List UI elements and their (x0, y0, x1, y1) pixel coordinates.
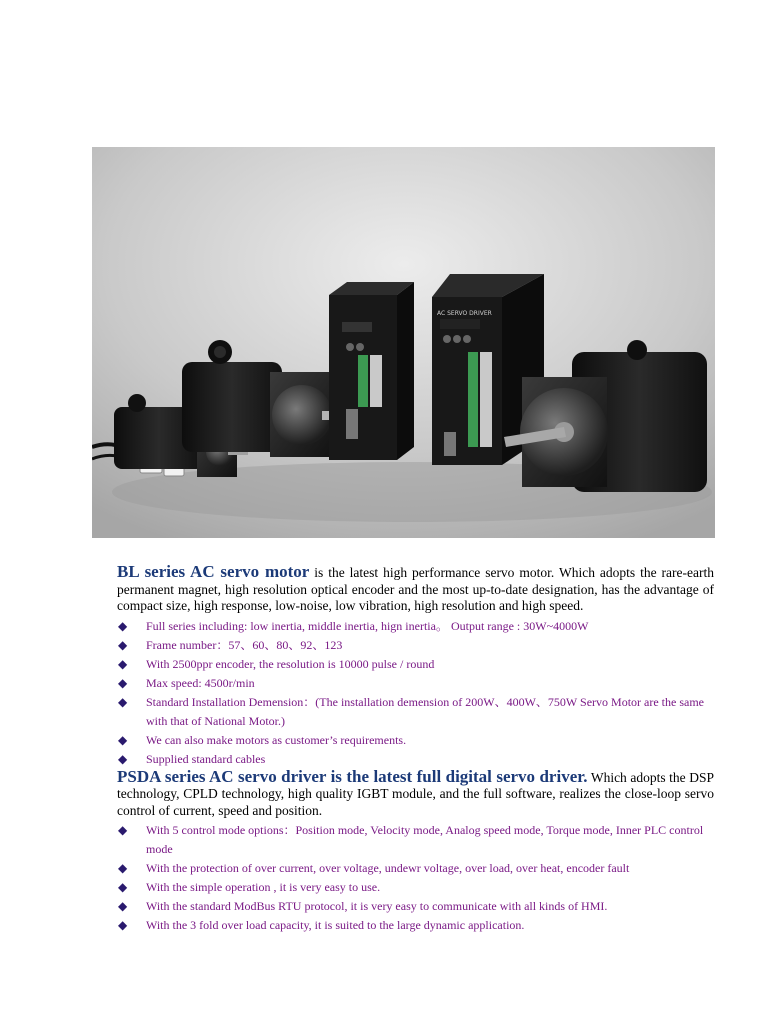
list-item: ◆ With the standard ModBus RTU protocol, it is very easy to communicate with all kinds of HMI. (117, 897, 714, 916)
diamond-bullet-icon: ◆ (118, 675, 128, 690)
diamond-bullet-icon: ◆ (118, 899, 128, 913)
list-item: ◆ Supplied standard cables (117, 750, 714, 769)
list-item: ◆ Standard Installation Demension：(The installation demension of 200W、400W、750W Servo Motor are the same with that of National Motor.) (118, 694, 704, 728)
servo-driver-1 (329, 282, 414, 460)
diamond-bullet-icon: ◆ (118, 861, 128, 875)
psda-intro-text: Which adopts the DSP technology, CPLD technology, high quality IGBT module, and the full software, realizes the close-loop servo control of current, speed and position. (117, 769, 715, 818)
list-item: ◆ With 5 control mode options：Position mode, Velocity mode, Analog speed mode, Torque mode, Inner PLC control mode (118, 823, 704, 856)
diamond-bullet-icon: ◆ (118, 694, 128, 709)
list-item: ◆ With the simple operation , it is very easy to use. (117, 878, 714, 897)
psda-series-title: PSDA series AC servo driver is the latest full digital servo driver. (117, 766, 588, 786)
diamond-bullet-icon: ◆ (118, 880, 128, 894)
diamond-bullet-icon: ◆ (118, 751, 128, 766)
bl-feature-list (117, 617, 714, 769)
bl-paragraph (117, 564, 714, 615)
list-item: ◆ Max speed: 4500r/min (117, 674, 714, 693)
list-item: ◆ With 2500ppr encoder, the resolution is 10000 pulse / round (117, 655, 714, 674)
list-item: ◆ With the 3 fold over load capacity, it is suited to the large dynamic application. (117, 916, 714, 935)
psda-feature-list (117, 821, 714, 935)
product-photo (92, 147, 715, 538)
psda-paragraph (117, 766, 715, 820)
list-item: ◆ Full series including: low inertia, middle inertia, hign inertia。 Output range : 30W~4000W (117, 617, 714, 636)
driver-label: AC SERVO DRIVER (437, 310, 492, 317)
bl-intro-text: is the latest high performance servo motor. Which adopts the rare-earth permanent magnet, high resolution optical encoder and the most up-to-date designation, has the advantage of compact size, high response, low-noise, low vibration, high resolution and high speed. (117, 565, 714, 613)
diamond-bullet-icon: ◆ (118, 732, 128, 747)
diamond-bullet-icon: ◆ (118, 823, 128, 837)
bl-series-title: BL series AC servo motor (117, 562, 310, 581)
diamond-bullet-icon: ◆ (118, 618, 128, 633)
diamond-bullet-icon: ◆ (118, 637, 128, 652)
diamond-bullet-icon: ◆ (118, 656, 128, 671)
list-item: ◆ Frame number：57、60、80、92、123 (117, 636, 714, 655)
list-item: ◆ We can also make motors as customer’s requirements. (117, 731, 714, 750)
servo-products-image (92, 147, 715, 538)
diamond-bullet-icon: ◆ (118, 918, 128, 932)
product-description (117, 564, 714, 935)
list-item: ◆ With the protection of over current, over voltage, undewr voltage, over load, over heat, encoder fault (117, 859, 714, 878)
